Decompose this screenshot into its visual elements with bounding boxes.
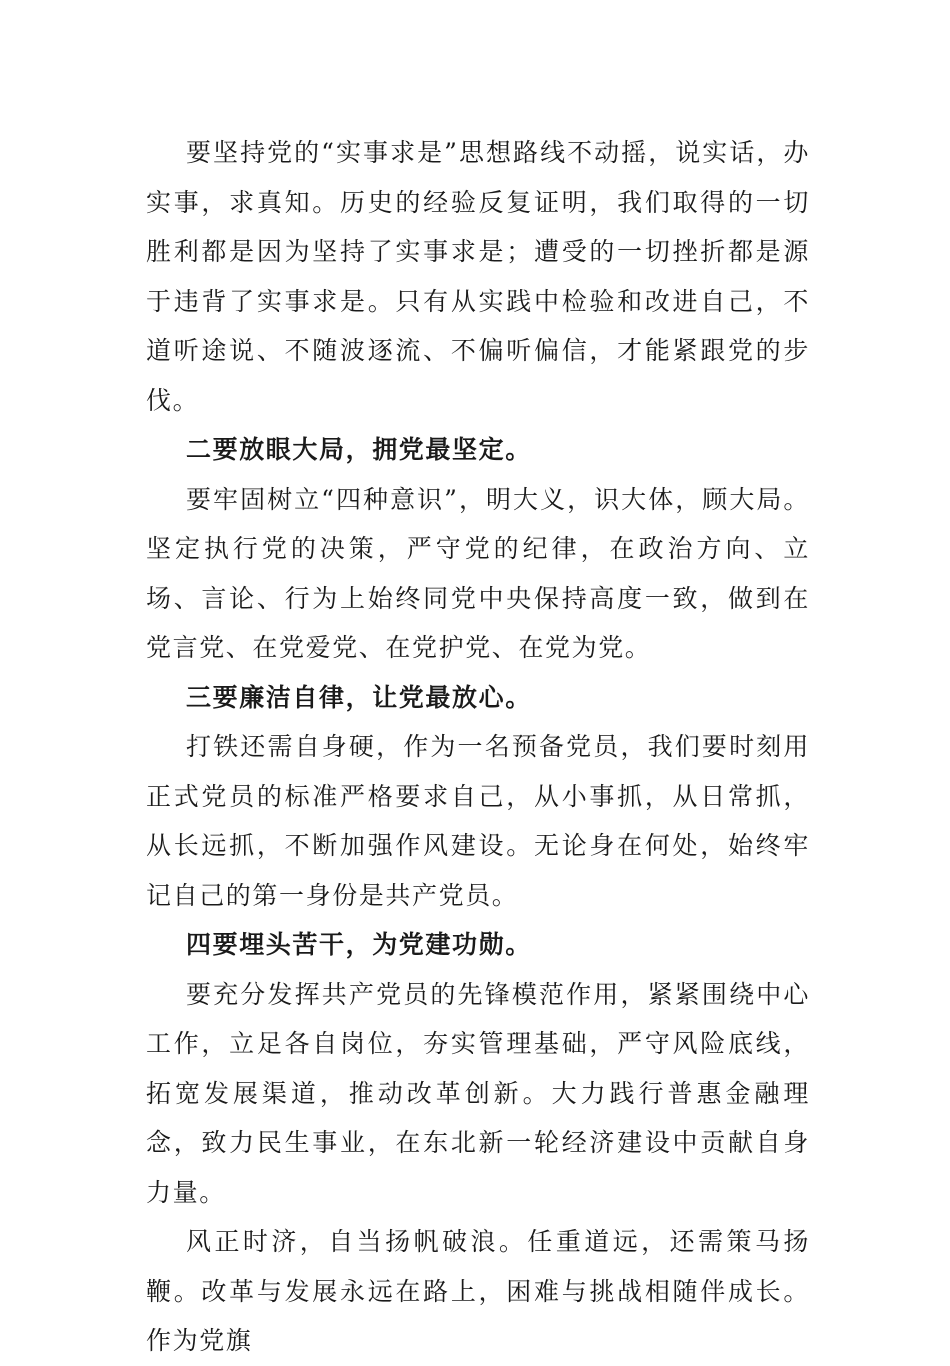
section-heading: 三要廉洁自律，让党最放心。 — [186, 682, 532, 712]
body-paragraph: 要牢固树立“四种意识”，明大义，识大体，顾大局。坚定执行党的决策，严守党的纪律，在政治方向、立场、言论、行为上始终同党中央保持高度一致，做到在党言党、在党爱党、在党护党、在党为党。 — [146, 484, 810, 662]
section-heading: 二要放眼大局，拥党最坚定。 — [186, 435, 532, 464]
document-body — [146, 128, 810, 1366]
body-paragraph: 要坚持党的“实事求是”思想路线不动摇，说实话，办实事，求真知。历史的经验反复证明，我们取得的一切胜利都是因为坚持了实事求是；遭受的一切挫折都是源于违背了实事求是。只有从实践中检验和改进自己，不道听途说、不随波逐流、不偏听偏信，才能紧跟党的步伐。 — [146, 138, 810, 415]
body-paragraph: 风正时济，自当扬帆破浪。任重道远，还需策马扬鞭。改革与发展永远在路上，困难与挑战相随伴成长。作为党旗 — [146, 1227, 810, 1355]
section-heading: 四要埋头苦干，为党建功勋。 — [186, 930, 532, 959]
body-paragraph: 要充分发挥共产党员的先锋模范作用，紧紧围绕中心工作，立足各自岗位，夯实管理基础，严守风险底线，拓宽发展渠道，推动改革创新。大力践行普惠金融理念，致力民生事业，在东北新一轮经济建设中贡献自身力量。 — [146, 979, 810, 1207]
body-paragraph: 打铁还需自身硬，作为一名预备党员，我们要时刻用正式党员的标准严格要求自己，从小事抓，从日常抓，从长远抓，不断加强作风建设。无论身在何处，始终牢记自己的第一身份是共产党员。 — [146, 732, 810, 910]
